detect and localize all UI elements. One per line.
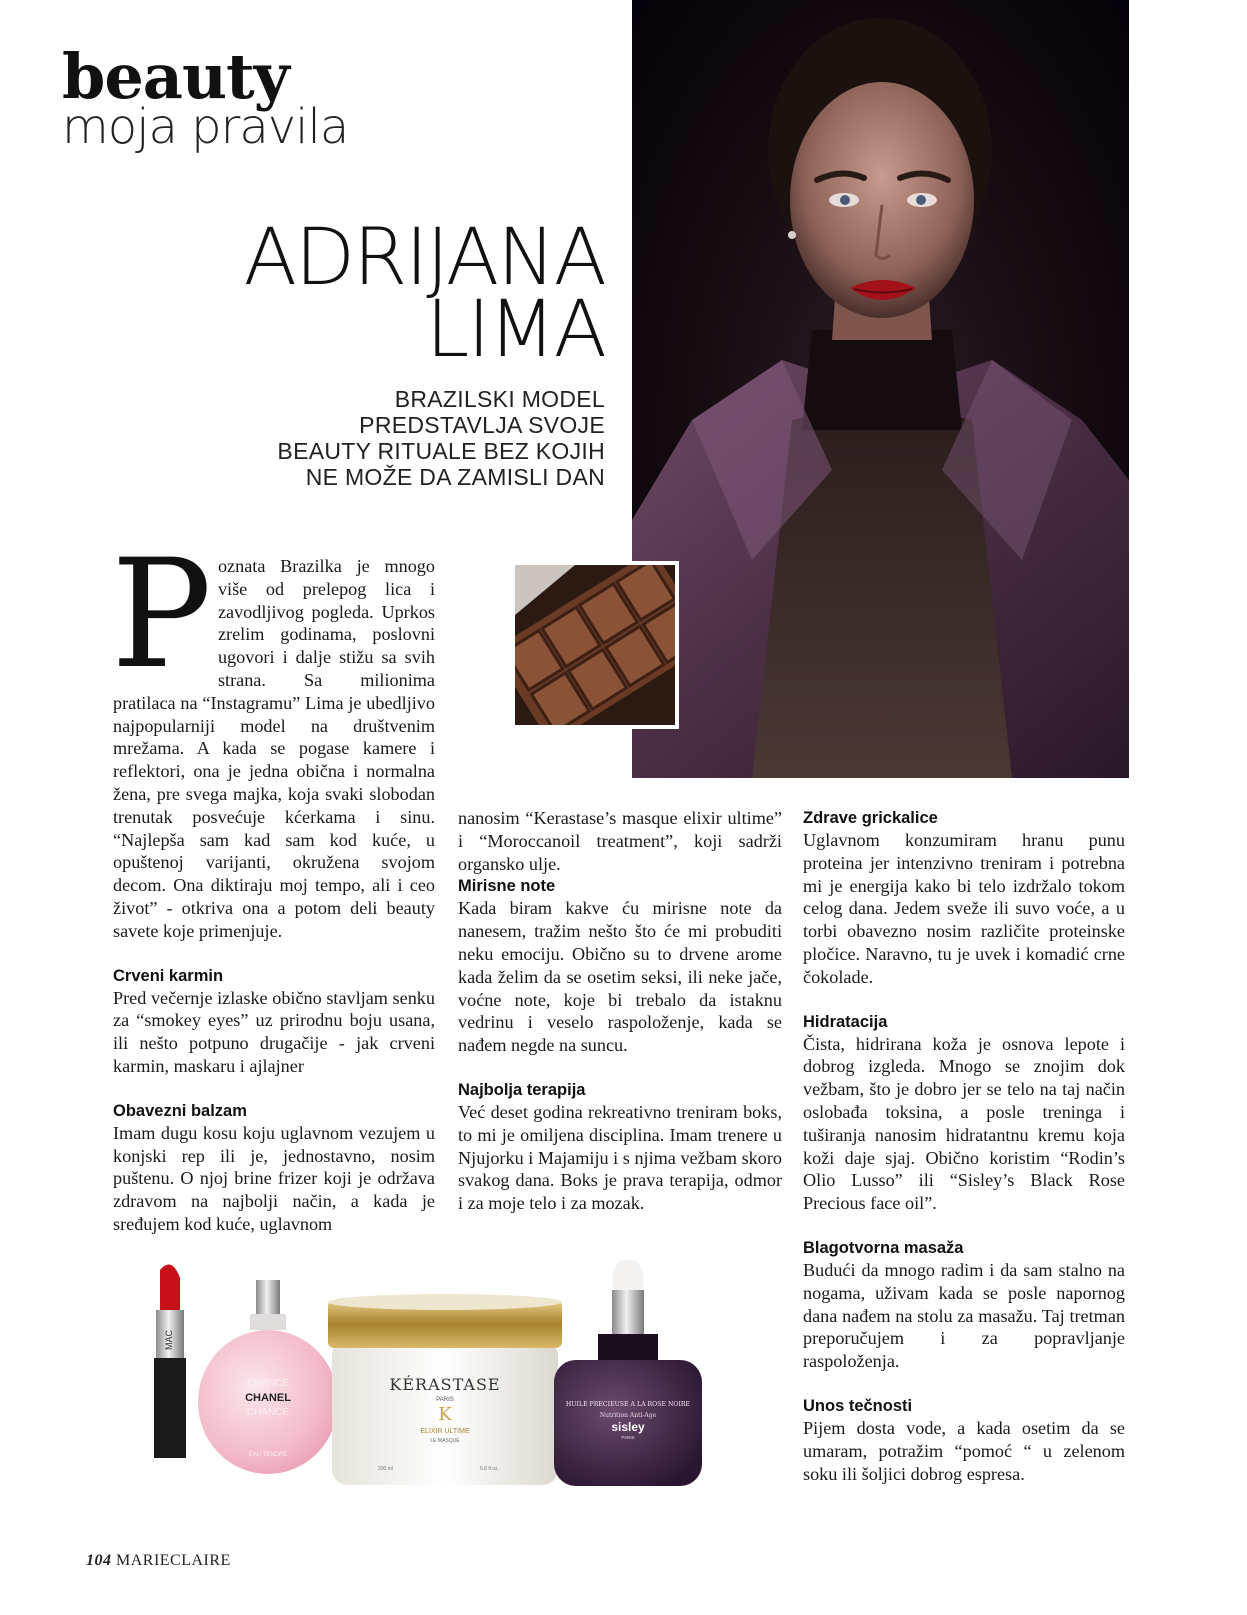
intro-paragraph (111, 528, 435, 943)
magazine-name: MARIECLAIRE (116, 1552, 231, 1569)
oil-brand-text: sisley (611, 1420, 645, 1434)
text-mirisne-note: Kada biram kakve ću mirisne note da nanesem, tražim nešto što će mi probuditi neku emociju. Obično su to drvene arome kada želim da se osetim seksi, ili neke jače, voćne note, koje bi trebalo da istaknu vedrinu i veselo raspoloženje, kada se nađem negde na suncu. (458, 898, 782, 1056)
chocolate-bar-illustration (515, 565, 675, 725)
chocolate-photo (511, 561, 679, 729)
mask-city-text: PARIS (436, 1397, 454, 1403)
text-balzam-continued: nanosim “Kerastase’s masque elixir ultime” i “Moroccanoil treatment”, koji sadrži organsko ulje. (458, 808, 782, 874)
deck-line-4: NE MOŽE DA ZAMISLI DAN (305, 464, 605, 490)
text-blagotvorna-masaza: Budući da mnogo radim i da sam stalno na nogama, uživam kada se posle napornog dana nađem na stolu za masažu. Taj tretman preporučujem i za popravljanje raspoloženja. (803, 1259, 1125, 1372)
intro-text: oznata Brazilka je mnogo više od prelepog lica i zavodljivog pogleda. Uprkos zrelim godinama, poslovni ugovori i dalje stižu sa svih strana. Sa milionima pratilaca na “Instagramu” Lima je ubedljivo najpopularniji model na društvenim mrežama. A kada se pogase kamere i reflektori, ona je jedna obična i normalna žena, pre svega majka, koja svaki slobodan trenutak posvećuje kćerkama i sinu. “Najlepša sam kad sam kod kuće, u opuštenoj varijanti, okružena svojom decom. Ona diktiraju moj tempo, ali i ceo život” - otkriva ona a potom deli beauty savete koje primenjuje. (113, 556, 435, 941)
text-obavezni-balzam: Imam dugu kosu koju uglavnom vezujem u konjski rep ili je, jednostavno, nosim puštenu. O njoj brine frizer koji je održava zdravom na najbolji način, a kada je sređujem kod kuće, uglavnom (113, 1122, 435, 1234)
deck (277, 386, 605, 490)
headline (243, 213, 605, 375)
text-najbolja-terapija: Već deset godina rekreativno treniram boks, to mi je omiljena disciplina. Imam trenere u Njujorku i Majamiju i s njima vežbam skoro svakog dana. Boks je prava terapija, odmor i za moje telo i za mozak. (458, 1101, 782, 1214)
page-number: 104 (86, 1552, 112, 1569)
perfume-label-2: CHANCE (246, 1407, 290, 1418)
oil-name-text: HUILE PRECIEUSE A LA ROSE NOIRE (565, 1401, 691, 1408)
lipstick-product (154, 1265, 186, 1458)
hero-photo (632, 0, 1129, 778)
drop-cap: P (111, 528, 212, 702)
heading-blagotvorna-masaza: Blagotvorna masaža (803, 1238, 964, 1257)
section-subtitle: moja pravila (62, 99, 349, 155)
text-zdrave-grickalice: Uglavnom konzumiram hranu punu proteina jer intenzivno treniram i potrebna mi je energija kako bi telo izdržalo tokom celog dana. Jedem sveže ili suvo voće, a u torbi obavezno nosim različite proteinske pločice. Naravno, tu je uvek i komadić crne čokolade. (803, 830, 1125, 987)
column-1 (111, 528, 435, 1236)
perfume-label-1: CHANCE (246, 1378, 290, 1389)
deck-line-3: BEAUTY RITUALE BEZ KOJIH (277, 438, 605, 464)
mask-size-oz: 6.8 fl.oz. (480, 1466, 499, 1472)
oil-sub-text: Nutrition Anti-Age (599, 1412, 657, 1419)
text-crveni-karmin: Pred večernje izlaske obično stavljam senku za “smokey eyes” uz prirodnu boju usana, ili nešto potpuno drugačije - jak crveni karmin, maskaru i ajlajner (113, 987, 435, 1076)
mask-brand-text: KÉRASTASE (389, 1375, 501, 1394)
heading-mirisne-note: Mirisne note (458, 877, 556, 896)
hair-mask-product (328, 1294, 562, 1485)
headline-line-1: ADRIJANA (243, 213, 605, 303)
perfume-brand-text: CHANEL (245, 1392, 291, 1404)
perfume-product (198, 1280, 338, 1474)
product-lineup-illustration (150, 1260, 730, 1500)
heading-zdrave-grickalice: Zdrave grickalice (803, 809, 938, 827)
mask-logo-k: K (438, 1404, 452, 1425)
mask-line-text: ELIXIR ULTIME (420, 1428, 470, 1435)
section-title: beauty (62, 40, 289, 113)
oil-city-text: PARIS (621, 1435, 635, 1440)
column-2 (458, 807, 782, 1215)
face-oil-product (554, 1260, 702, 1486)
text-hidratacija: Čista, hidrirana koža je osnova lepote i dobrog izgleda. Mnogo se znojim dok vežbam, što je dobro jer se telo na taj način oslobađa toksina, a posle treninga i tuširanja nanosim hidratantnu kremu koja koži daje sjaj. Obično koristim “Rodin’s Olio Lusso” ili “Sisley’s Black Rose Precious face oil”. (803, 1033, 1125, 1214)
deck-line-2: PREDSTAVLJA SVOJE (359, 412, 605, 438)
hero-portrait-illustration (632, 0, 1129, 778)
heading-hidratacija: Hidratacija (803, 1012, 888, 1031)
headline-line-2: LIMA (425, 285, 605, 375)
column-3 (803, 807, 1125, 1485)
product-lineup (150, 1260, 730, 1500)
heading-crveni-karmin: Crveni karmin (113, 966, 224, 985)
heading-unos-tecnosti: Unos tečnosti (803, 1396, 913, 1415)
heading-najbolja-terapija: Najbolja terapija (458, 1080, 586, 1099)
text-unos-tecnosti: Pijem dosta vode, a kada osetim da se umaram, potražim “pomoć “ u zelenom soku ili šoljici dobrog espresa. (803, 1417, 1125, 1484)
heading-obavezni-balzam: Obavezni balzam (113, 1101, 247, 1120)
mask-size-ml: 200 ml (378, 1466, 394, 1472)
deck-line-1: BRAZILSKI MODEL (394, 386, 605, 412)
lipstick-brand-text: MAC (164, 1330, 174, 1350)
mask-type-text: LE MASQUE (430, 1438, 460, 1444)
perfume-label-3: EAU TENDRE (248, 1452, 288, 1458)
page-folio (86, 1552, 231, 1570)
